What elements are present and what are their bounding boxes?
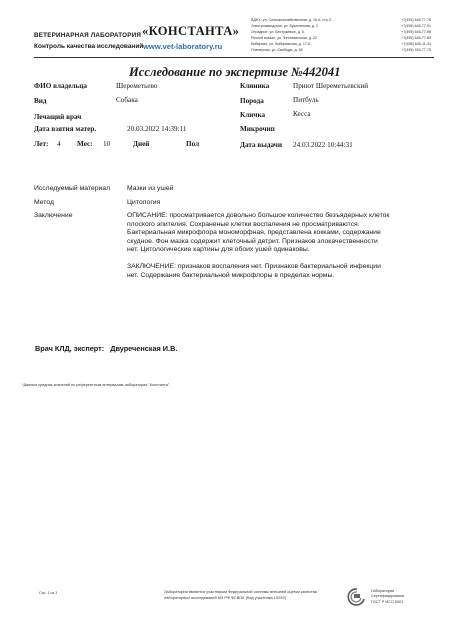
nickname-label: Кличка [240, 111, 266, 119]
exam-title: Исследование по экспертизе №442041 [129, 65, 341, 79]
cert-line: ГОСТ Р ИСО 9001 [371, 599, 404, 604]
reference-footnote: *Данные средних значений по референтным интервалам лаборатории "Константа" [22, 383, 170, 387]
issue-date-value: 24.03.2022 10:44:31 [293, 141, 353, 149]
address-text: Электрозаводская, ул. Буженинова, д. 2 [251, 23, 318, 28]
microchip-label: Микрочип [240, 125, 275, 133]
conclusion-line: нет. Содержание бактериальной микрофлоры в пределах нормы. [127, 271, 335, 279]
footer-text [164, 589, 344, 601]
conclusion-paragraph [127, 263, 437, 280]
conclusion-label: Заключение [34, 212, 73, 219]
description-line: ОПИСАНИЕ: просматривается довольно большое количество безъядерных клеток [127, 212, 390, 219]
phone-text: +7(495) 645-77-83 [401, 35, 431, 40]
lab-subtitle: Контроль качества исследований [34, 43, 144, 50]
header-divider [34, 57, 434, 58]
years-label: Лет: [34, 140, 49, 148]
breed-value: Питбуль [293, 96, 319, 104]
sex-label: Пол [186, 140, 200, 148]
nickname-value: Кесса [293, 110, 311, 118]
description-line: нет. Цитологические картины для обоих ушей одинаковы. [127, 246, 310, 254]
lab-small-title: ВЕТЕРИНАРНАЯ ЛАБОРАТОРИЯ [34, 32, 142, 39]
issue-date-label: Дата выдачи [240, 141, 282, 149]
doctor-label: Лечащий врач [34, 113, 82, 121]
description-line: Бактериальная микрофлора мономорфная, представлена кокками, содержание [127, 229, 381, 237]
phone-text: +7(495) 645-11-34 [401, 41, 431, 46]
owner-label: ФИО владельца [34, 82, 87, 90]
owner-value: Шереметьево [116, 82, 158, 90]
method-label: Метод [34, 199, 54, 206]
address-text: Речной вокзал, ул. Фестивальная, д. 22 [251, 35, 318, 40]
clinic-label: Клиника [240, 82, 270, 90]
conclusion-line: ЗАКЛЮЧЕНИЕ: признаков воспаления нет. Признаков бактериальной инфекции [127, 263, 381, 270]
sample-date-value: 20.03.2022 14:39:11 [127, 125, 187, 133]
footer-line: лабораторных исследований МЗ РФ ФСВОК (Код участника 10292) [164, 595, 286, 600]
phone-text: +7(495) 645-77-91 [401, 23, 431, 28]
cert-line: Лаборатория [371, 589, 395, 593]
description-line: плоского эпителия. Сохраненые клетки воспаления не просматриваются. [127, 220, 360, 228]
phone-text: +7(495) 933-77-75 [401, 47, 431, 52]
sample-date-label: Дата взятия матер. [34, 125, 97, 133]
address-text: Бибирево, ул. Бибиревская, д. 17-Б [251, 41, 311, 46]
cert-line: Сертифицирована [371, 594, 404, 599]
clinic-value: Приют Шереметьевский [293, 82, 369, 90]
months-value: 10 [103, 140, 111, 148]
address-list [251, 18, 431, 53]
doctor-signature: Врач КЛД, эксперт: Двуреченская И.В. [35, 344, 178, 353]
material-label: Исследуемый материал [34, 185, 111, 192]
breed-label: Порода [240, 97, 264, 105]
days-label: Дней [133, 140, 150, 148]
phone-text: +7(495) 645-77-96 [401, 29, 431, 34]
lab-name: «КОНСТАНТА» [142, 24, 240, 38]
address-text: Планерная, ул. Свободы, д. 65 [251, 47, 303, 52]
description-line: скудное. Фон мазка содержит клеточный детрит. Признаков злокачественности [127, 237, 378, 245]
description-paragraph [127, 212, 437, 255]
species-label: Вид [34, 97, 47, 105]
footer-line: Лаборатория является участником Федеральной системы внешней оценки качества [164, 589, 317, 594]
years-value: 4 [57, 140, 61, 148]
address-text: Отрадное, ул. Бестужевых, д. 5 [251, 29, 304, 34]
lab-website-link[interactable]: www.vet-laboratory.ru [143, 42, 223, 51]
months-label: Мес: [77, 140, 93, 148]
phone-text: +7(495) 645-77-76 [401, 18, 431, 22]
material-value: Мазки из ушей [127, 185, 174, 192]
address-text: ВДНХ, ул. Сельскохозяйственная, д. 16 А, стр.3 [251, 18, 331, 22]
method-value: Цитология [127, 199, 161, 206]
species-value: Собака [116, 96, 138, 104]
address-row [251, 48, 431, 54]
certification-text [371, 589, 404, 605]
certification-logo-icon [345, 586, 369, 606]
page-number: Стр. 1 из 1 [39, 591, 58, 595]
